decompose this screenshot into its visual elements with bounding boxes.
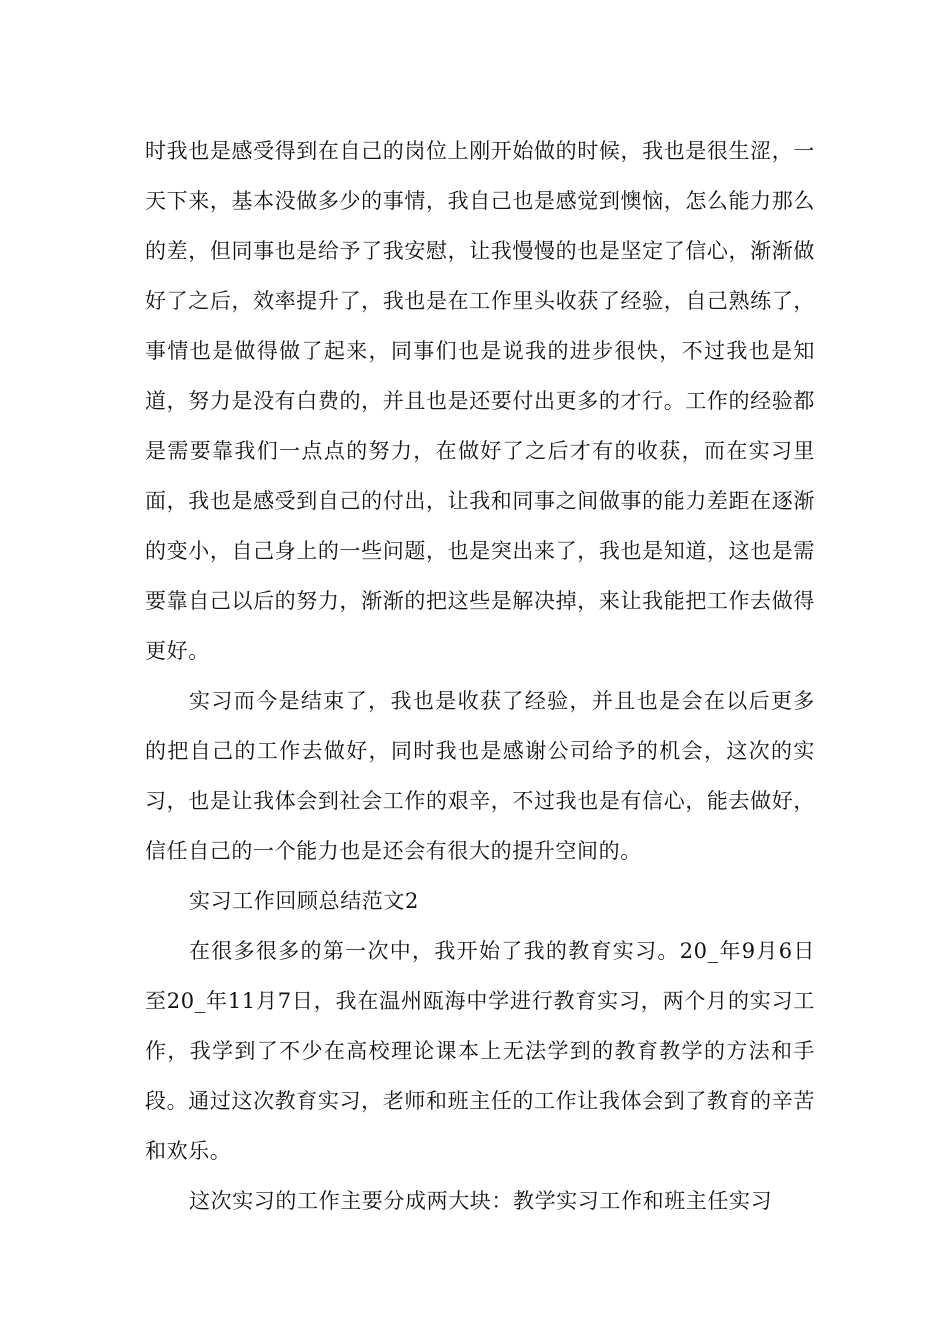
- paragraph-2: 实习而今是结束了，我也是收获了经验，并且也是会在以后更多的把自己的工作去做好，同时我也是感谢公司给予的机会，这次的实习，也是让我体会到社会工作的艰辛，不过我也是有信心，能去做好，信任自己的一个能力也是还会有很大的提升空间的。: [145, 689, 815, 863]
- section-heading: 实习工作回顾总结范文2: [189, 889, 419, 913]
- paragraph-1: 时我也是感受得到在自己的岗位上刚开始做的时候，我也是很生涩，一天下来，基本没做多少的事情，我自己也是感觉到懊恼，怎么能力那么的差，但同事也是给予了我安慰，让我慢慢的也是坚定了信心，渐渐做好了之后，效率提升了，我也是在工作里头收获了经验，自己熟练了，事情也是做得做了起来，同事们也是说我的进步很快，不过我也是知道，努力是没有白费的，并且也是还要付出更多的才行。工作的经验都是需要靠我们一点点的努力，在做好了之后才有的收获，而在实习里面，我也是感受到自己的付出，让我和同事之间做事的能力差距在逐渐的变小，自己身上的一些问题，也是突出来了，我也是知道，这也是需要靠自己以后的努力，渐渐的把这些是解决掉，来让我能把工作去做得更好。: [145, 139, 815, 663]
- document-body: [145, 126, 815, 1226]
- paragraph-4: 这次实习的工作主要分成两大块：教学实习工作和班主任实习: [189, 1189, 773, 1213]
- paragraph-3: 在很多很多的第一次中，我开始了我的教育实习。20_年9月6日至20_年11月7日，我在温州瓯海中学进行教育实习，两个月的实习工作，我学到了不少在高校理论课本上无法学到的教育教学的方法和手段。通过这次教育实习，老师和班主任的工作让我体会到了教育的辛苦和欢乐。: [145, 939, 815, 1163]
